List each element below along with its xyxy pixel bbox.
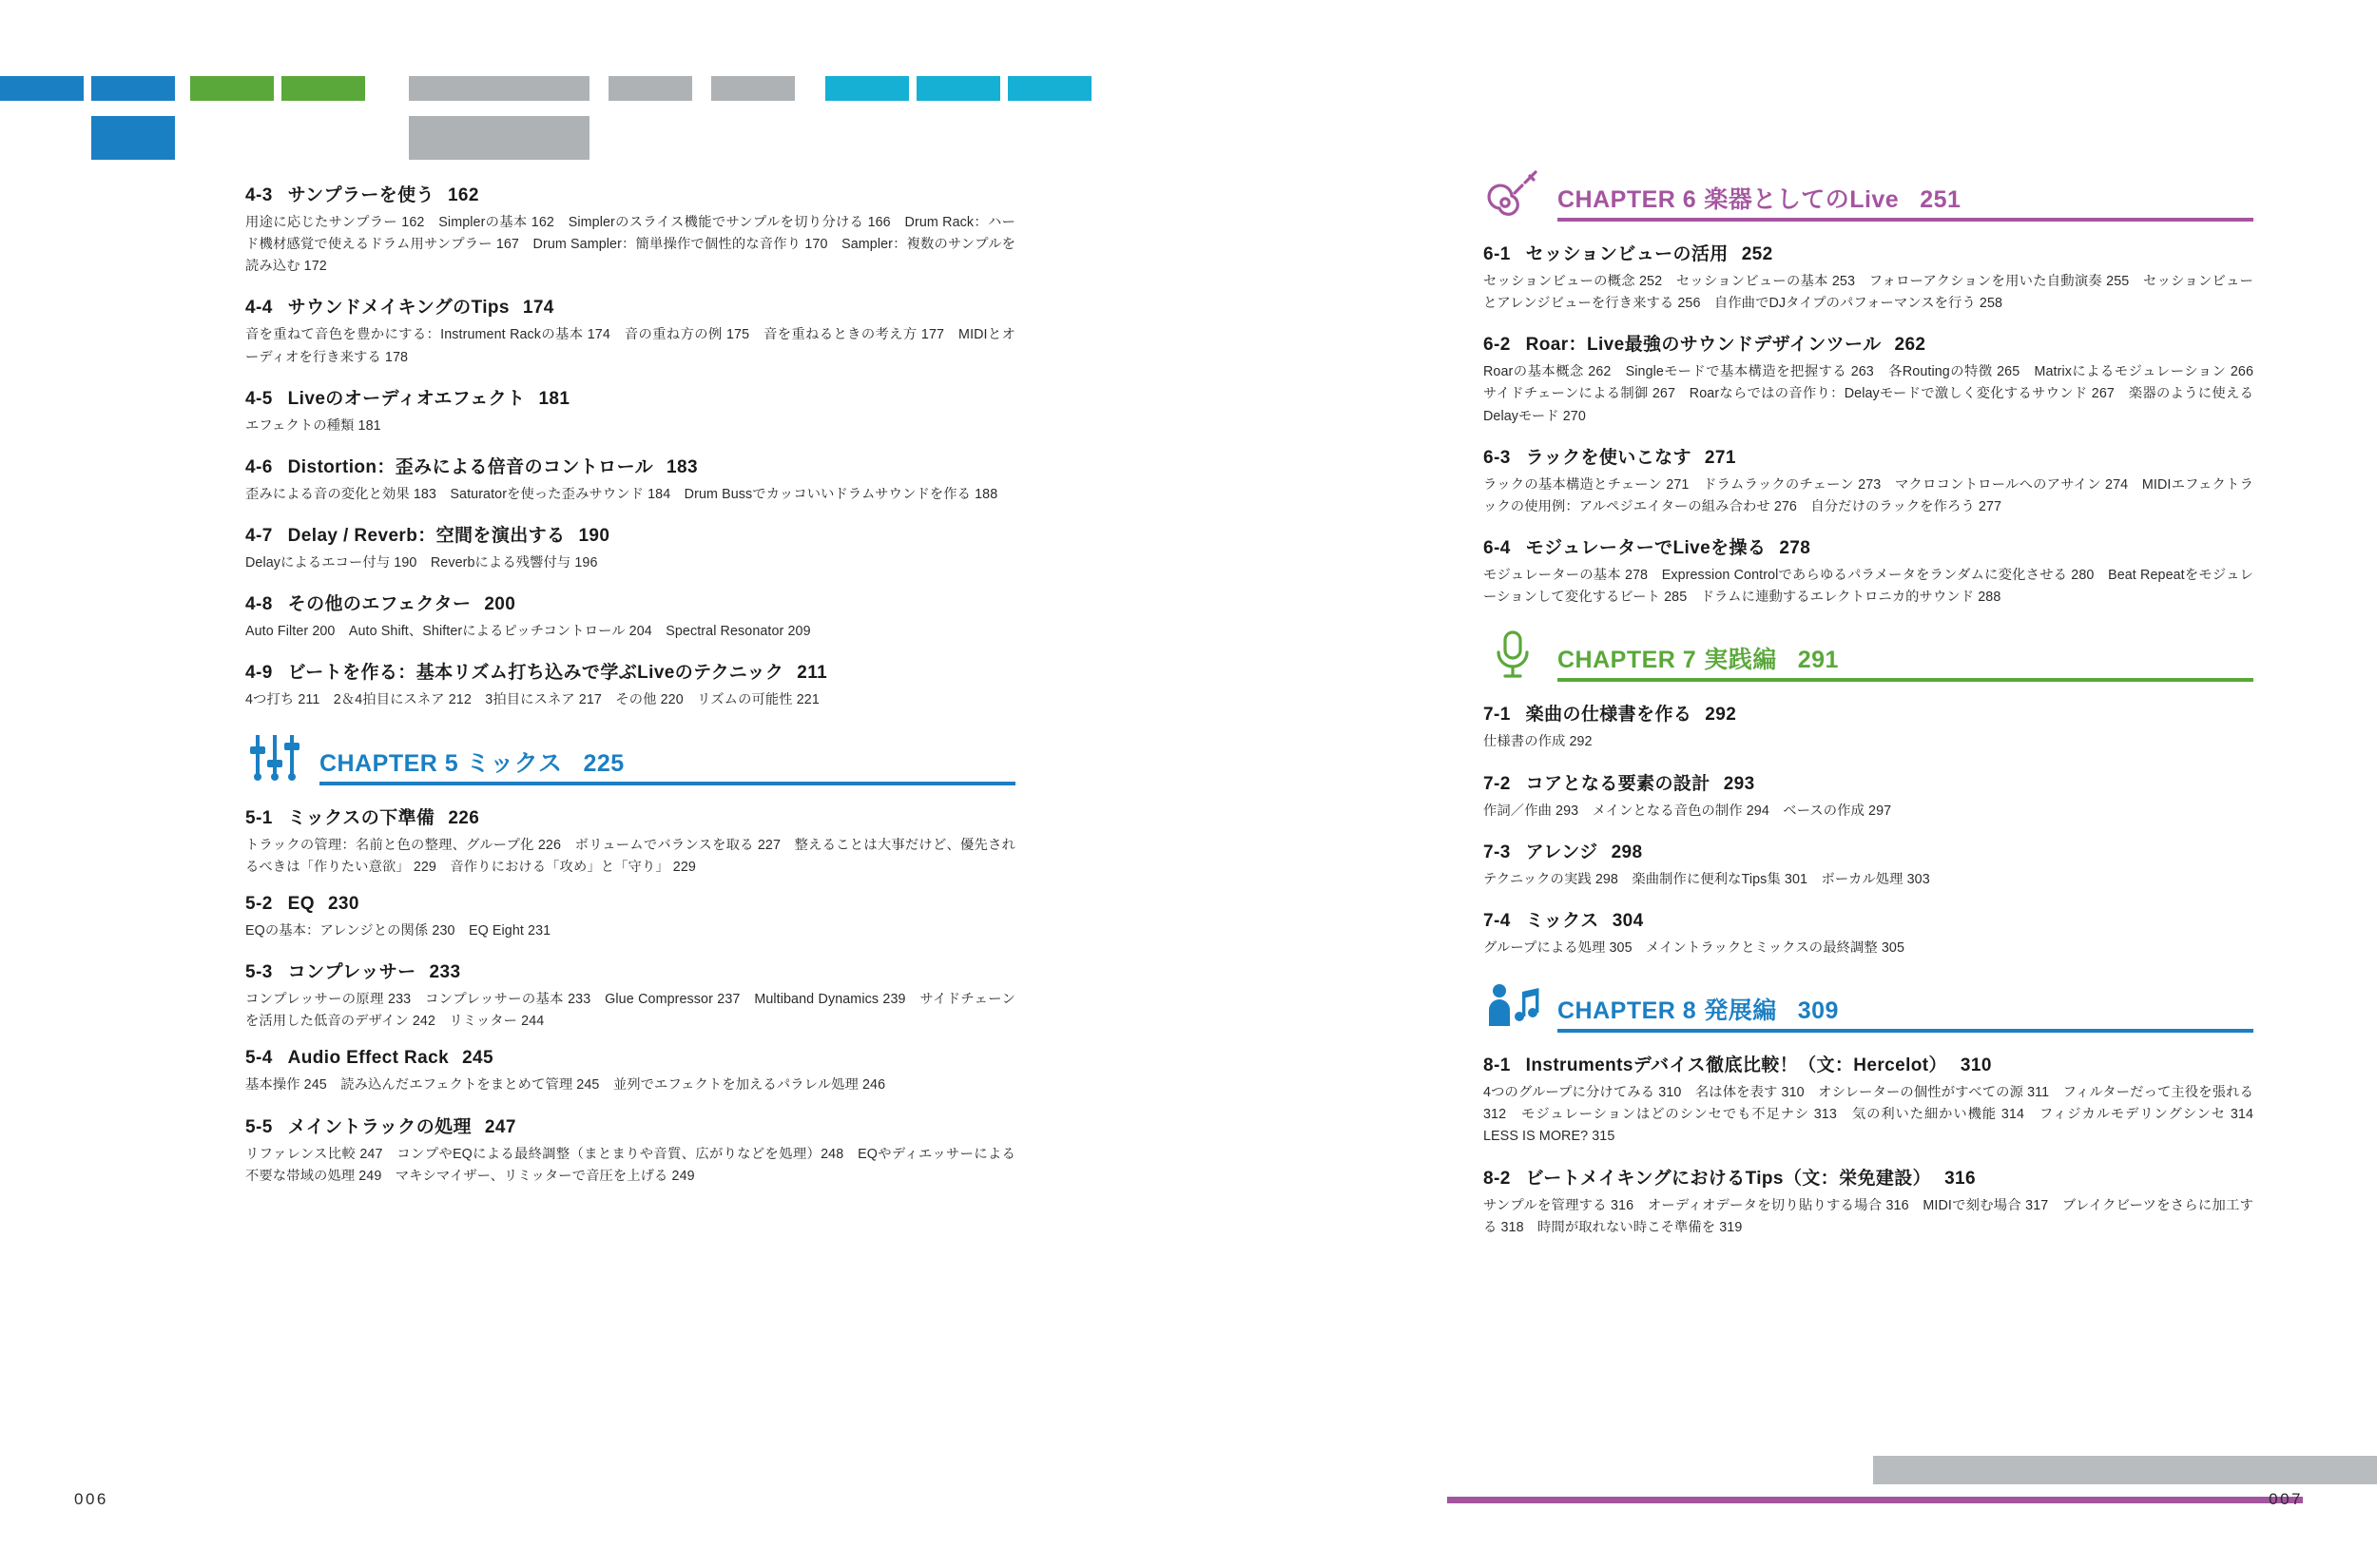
chapter-page: 291 (1797, 647, 1839, 674)
section-title: サウンドメイキングのTips (287, 298, 510, 319)
toc-section (1483, 443, 2253, 518)
section-page: 230 (327, 893, 359, 914)
section-number: 5-4 (245, 1048, 273, 1069)
section-page: 190 (578, 526, 610, 547)
chapter-rule (1557, 218, 2253, 222)
section-number: 4-9 (245, 663, 273, 684)
chapter-page: 251 (1920, 186, 1962, 213)
decor-bar-3 (281, 76, 365, 101)
chapter-name: ミックス (466, 749, 563, 777)
section-subentries: 歪みによる音の変化と効果 183 Saturatorを使った歪みサウンド 184 Drum Bussでカッコいいドラムサウンドを作る 188 (245, 486, 998, 502)
section-title: コンプレッサー (287, 962, 416, 983)
section-heading (1483, 1164, 2253, 1190)
section-heading (1483, 838, 2253, 863)
section-page: 174 (522, 298, 554, 319)
section-subentries: 用途に応じたサンプラー 162 Simplerの基本 162 Simplerのスライス機能でサンプルを切り分ける 166 Drum Rack：ハード機材感覚で使えるドラム用サンプラー 167 Drum Sampler：簡単操作で個性的な音作り 170 Sampler：複数のサンプルを読み込む 172 (245, 215, 1015, 275)
chapter-header-8 (1483, 992, 2253, 1026)
section-heading (1483, 330, 2253, 356)
section-subentries: 4つのグループに分けてみる 310 名は体を表す 310 オシレーターの個性がすべての源 311 フィルターだって主役を張れる 312 モジュレーションはどのシンセでも不足ナシ 313 気の利いた細かい機能 314 フィジカルモデリングシンセ 314 LESS IS MORE? 315 (1483, 1085, 2268, 1145)
section-page: 304 (1612, 910, 1644, 931)
section-number: 4-5 (245, 388, 273, 409)
section-subentries: テクニックの実践 298 楽曲制作に便利なTips集 301 ボーカル処理 303 (1483, 871, 1930, 887)
guitar-icon (1483, 167, 1542, 221)
section-heading (245, 293, 1015, 319)
section-title: メイントラックの処理 (287, 1116, 472, 1137)
section-title: モジュレーターでLiveを操る (1525, 538, 1767, 559)
chapter-name: 実践編 (1704, 647, 1777, 674)
person-music-icon (1483, 978, 1542, 1032)
toc-section (1483, 240, 2253, 315)
section-heading (245, 521, 1015, 547)
section-subentries: Delayによるエコー付与 190 Reverbによる残響付与 196 (245, 555, 598, 571)
section-heading (245, 958, 1015, 983)
toc-section (245, 958, 1015, 1033)
decor-bar-6 (711, 76, 795, 101)
toc-section (245, 803, 1015, 879)
footer-grey-block (1873, 1456, 2377, 1484)
toc-section (1483, 700, 2253, 753)
section-heading (1483, 906, 2253, 932)
section-title: Distortion：歪みによる倍音のコントロール (287, 456, 654, 477)
section-title: Liveのオーディオエフェクト (287, 388, 526, 409)
mixer-fader-icon (245, 731, 304, 784)
section-title: ミックスの下準備 (287, 807, 435, 828)
section-subentries: Roarの基本概念 262 Singleモードで基本構造を把握する 263 各Routingの特徴 265 Matrixによるモジュレーション 266 サイドチェーンによる制御 267 Roarならではの音作り：Delayモードで激しく変化するサウンド 267 楽器のように使えるDelayモード 270 (1483, 364, 2268, 424)
chapter-label: CHAPTER 5 (319, 749, 459, 777)
section-title: サンプラーを使う (287, 185, 435, 205)
section-number: 4-3 (245, 185, 273, 205)
section-subentries: Auto Filter 200 Auto Shift、Shifterによるピッチコントロール 204 Spectral Resonator 209 (245, 624, 811, 640)
section-page: 181 (538, 388, 570, 409)
section-number: 6-4 (1483, 538, 1511, 559)
chapter-label: CHAPTER 6 (1557, 186, 1697, 213)
section-page: 271 (1704, 447, 1736, 468)
decor-bar-9 (1008, 76, 1092, 101)
section-page: 183 (667, 456, 698, 477)
decor-bar-7 (825, 76, 909, 101)
toc-section (245, 521, 1015, 574)
section-subentries: コンプレッサーの原理 233 コンプレッサーの基本 233 Glue Compressor 237 Multiband Dynamics 239 サイドチェーンを活用した低音のデザイン 242 リミッター 244 (245, 992, 1015, 1030)
section-title: ビートメイキングにおけるTips（文：栄免建設） (1525, 1168, 1932, 1189)
section-page: 162 (447, 185, 479, 205)
section-number: 7-1 (1483, 705, 1511, 726)
section-subentries: セッションビューの概念 252 セッションビューの基本 253 フォローアクションを用いた自動演奏 255 セッションビューとアレンジビューを行き来する 256 自作曲でDJタイプのパフォーマンスを行う 258 (1483, 274, 2253, 312)
chapter-rule (1557, 1029, 2253, 1033)
section-number: 4-4 (245, 298, 273, 319)
section-number: 7-4 (1483, 910, 1511, 931)
section-page: 247 (484, 1116, 516, 1137)
left-page (245, 181, 1015, 1203)
section-heading (245, 590, 1015, 615)
toc-section (245, 1048, 1015, 1096)
section-number: 4-7 (245, 526, 273, 547)
section-number: 8-2 (1483, 1168, 1511, 1189)
toc-section (1483, 533, 2253, 609)
chapter-name: 発展編 (1704, 997, 1777, 1025)
toc-section (1483, 838, 2253, 891)
section-heading (245, 1048, 1015, 1069)
toc-section (245, 658, 1015, 711)
section-page: 293 (1723, 773, 1755, 794)
section-title: Roar：Live最強のサウンドデザインツール (1525, 335, 1882, 356)
section-subentries: トラックの管理：名前と色の整理、グループ化 226 ボリュームでバランスを取る 227 整えることは大事だけど、優先されるべきは「作りたい意欲」 229 音作りにおける「攻め」と「守り」 229 (245, 837, 1015, 875)
section-title: セッションビューの活用 (1525, 244, 1729, 264)
section-page: 211 (797, 663, 828, 684)
section-title: ラックを使いこなす (1525, 447, 1691, 468)
toc-section (245, 894, 1015, 942)
chapter-header-7 (1483, 641, 2253, 675)
toc-section (245, 453, 1015, 506)
section-subentries: リファレンス比較 247 コンプやEQによる最終調整（まとまりや音質、広がりなどを処理）248 EQやディエッサーによる不要な帯域の処理 249 マキシマイザー、リミッターで音圧を上げる 249 (245, 1146, 1015, 1184)
section-page: 226 (448, 807, 480, 828)
toc-section (245, 1113, 1015, 1188)
section-number: 8-1 (1483, 1055, 1511, 1076)
toc-section (1483, 1051, 2268, 1148)
toc-section (245, 384, 1015, 437)
section-page: 316 (1944, 1168, 1976, 1189)
section-subentries: サンプルを管理する 316 オーディオデータを切り貼りする場合 316 MIDIで刻む場合 317 ブレイクビーツをさらに加工する 318 時間が取れない時こそ準備を 319 (1483, 1197, 2253, 1235)
toc-section (1483, 330, 2268, 427)
chapter-header-6 (1483, 181, 2253, 215)
section-number: 7-3 (1483, 842, 1511, 862)
section-number: 6-3 (1483, 447, 1511, 468)
section-title: Delay / Reverb：空間を演出する (287, 526, 566, 547)
section-heading (1483, 769, 2253, 795)
section-page: 245 (462, 1048, 493, 1069)
section-heading (245, 384, 1015, 410)
section-number: 6-1 (1483, 244, 1511, 264)
footer-purple-rule (1447, 1497, 2303, 1503)
section-page: 278 (1779, 538, 1811, 559)
section-number: 5-5 (245, 1116, 273, 1137)
chapter-rule (1557, 678, 2253, 682)
section-heading (245, 181, 1015, 206)
section-number: 6-2 (1483, 335, 1511, 356)
section-subentries: エフェクトの種類 181 (245, 417, 381, 434)
decor-bar-11 (91, 135, 175, 160)
section-subentries: EQの基本：アレンジとの関係 230 EQ Eight 231 (245, 922, 551, 939)
chapter-label: CHAPTER 8 (1557, 997, 1697, 1025)
section-title: Instrumentsデバイス徹底比較！（文：Hercelot） (1525, 1055, 1947, 1076)
chapter-page: 225 (583, 749, 625, 777)
section-subentries: グループによる処理 305 メイントラックとミックスの最終調整 305 (1483, 939, 1905, 956)
section-subentries: 仕様書の作成 292 (1483, 734, 1593, 750)
section-heading (245, 894, 1015, 915)
toc-section (245, 181, 1015, 278)
section-title: その他のエフェクター (287, 594, 472, 615)
chapter-header-5 (245, 745, 1015, 779)
chapter-title (1557, 181, 1961, 215)
decor-bar-8 (917, 76, 1000, 101)
section-subentries: 4つ打ち 211 2＆4拍目にスネア 212 3拍目にスネア 217 その他 220 リズムの可能性 221 (245, 692, 820, 708)
section-subentries: 作詞／作曲 293 メインとなる音色の制作 294 ベースの作成 297 (1483, 803, 1892, 819)
decor-bar-4 (409, 76, 589, 101)
section-title: EQ (287, 893, 315, 914)
section-page: 310 (1960, 1055, 1992, 1076)
chapter-title (1557, 641, 1839, 675)
decor-bar-13 (409, 135, 589, 160)
section-title: Audio Effect Rack (287, 1048, 450, 1069)
section-number: 5-1 (245, 807, 273, 828)
chapter-title (1557, 992, 1839, 1026)
decor-bar-1 (91, 76, 175, 101)
section-subentries: 基本操作 245 読み込んだエフェクトをまとめて管理 245 並列でエフェクトを加えるパラレル処理 246 (245, 1077, 886, 1094)
chapter-label: CHAPTER 7 (1557, 647, 1697, 674)
section-page: 262 (1894, 335, 1926, 356)
toc-section (1483, 906, 2253, 959)
section-heading (245, 1113, 1015, 1138)
section-number: 4-6 (245, 456, 273, 477)
section-number: 4-8 (245, 594, 273, 615)
section-heading (245, 658, 1015, 684)
right-page (1483, 181, 2268, 1254)
section-heading (1483, 700, 2253, 726)
section-page: 292 (1705, 705, 1737, 726)
section-heading (1483, 1051, 2253, 1076)
section-heading (1483, 533, 2253, 559)
section-title: ビートを作る：基本リズム打ち込みで学ぶLiveのテクニック (287, 663, 784, 684)
toc-section (245, 590, 1015, 643)
section-number: 5-3 (245, 962, 273, 983)
folio-right: 007 (2269, 1490, 2303, 1508)
section-title: 楽曲の仕様書を作る (1525, 705, 1692, 726)
section-number: 7-2 (1483, 773, 1511, 794)
decor-bar-5 (609, 76, 692, 101)
section-subentries: ラックの基本構造とチェーン 271 ドラムラックのチェーン 273 マクロコントロールへのアサイン 274 MIDIエフェクトラックの使用例：アルペジエイターの組み合わせ 276 自分だけのラックを作ろう 277 (1483, 476, 2253, 514)
chapter-page: 309 (1797, 997, 1839, 1025)
toc-section (245, 293, 1015, 368)
folio-left: 006 (74, 1490, 108, 1508)
decor-bar-0 (0, 76, 84, 101)
section-heading (1483, 240, 2253, 265)
decorative-top-bars (0, 0, 2377, 162)
section-page: 252 (1741, 244, 1773, 264)
section-heading (1483, 443, 2253, 469)
section-subentries: 音を重ねて音色を豊かにする：Instrument Rackの基本 174 音の重ね方の例 175 音を重ねるときの考え方 177 MIDIとオーディオを行き来する 178 (245, 327, 1015, 365)
section-subentries: モジュレーターの基本 278 Expression Controlであらゆるパラメータをランダムに変化させる 280 Beat Repeatをモジュレーションして変化するビート 285 ドラムに連動するエレクトロニカ的サウンド 288 (1483, 568, 2253, 606)
section-page: 200 (484, 594, 516, 615)
decor-bar-2 (190, 76, 274, 101)
chapter-title (319, 745, 625, 779)
section-title: アレンジ (1525, 842, 1598, 862)
section-number: 5-2 (245, 893, 273, 914)
chapter-rule (319, 782, 1015, 785)
chapter-name: 楽器としてのLive (1704, 186, 1900, 213)
section-page: 233 (429, 962, 461, 983)
section-page: 298 (1611, 842, 1643, 862)
section-heading (245, 803, 1015, 829)
microphone-icon (1483, 628, 1542, 681)
section-title: コアとなる要素の設計 (1525, 773, 1710, 794)
toc-section (1483, 769, 2253, 823)
section-title: ミックス (1525, 910, 1599, 931)
section-heading (245, 453, 1015, 478)
toc-section (1483, 1164, 2253, 1239)
